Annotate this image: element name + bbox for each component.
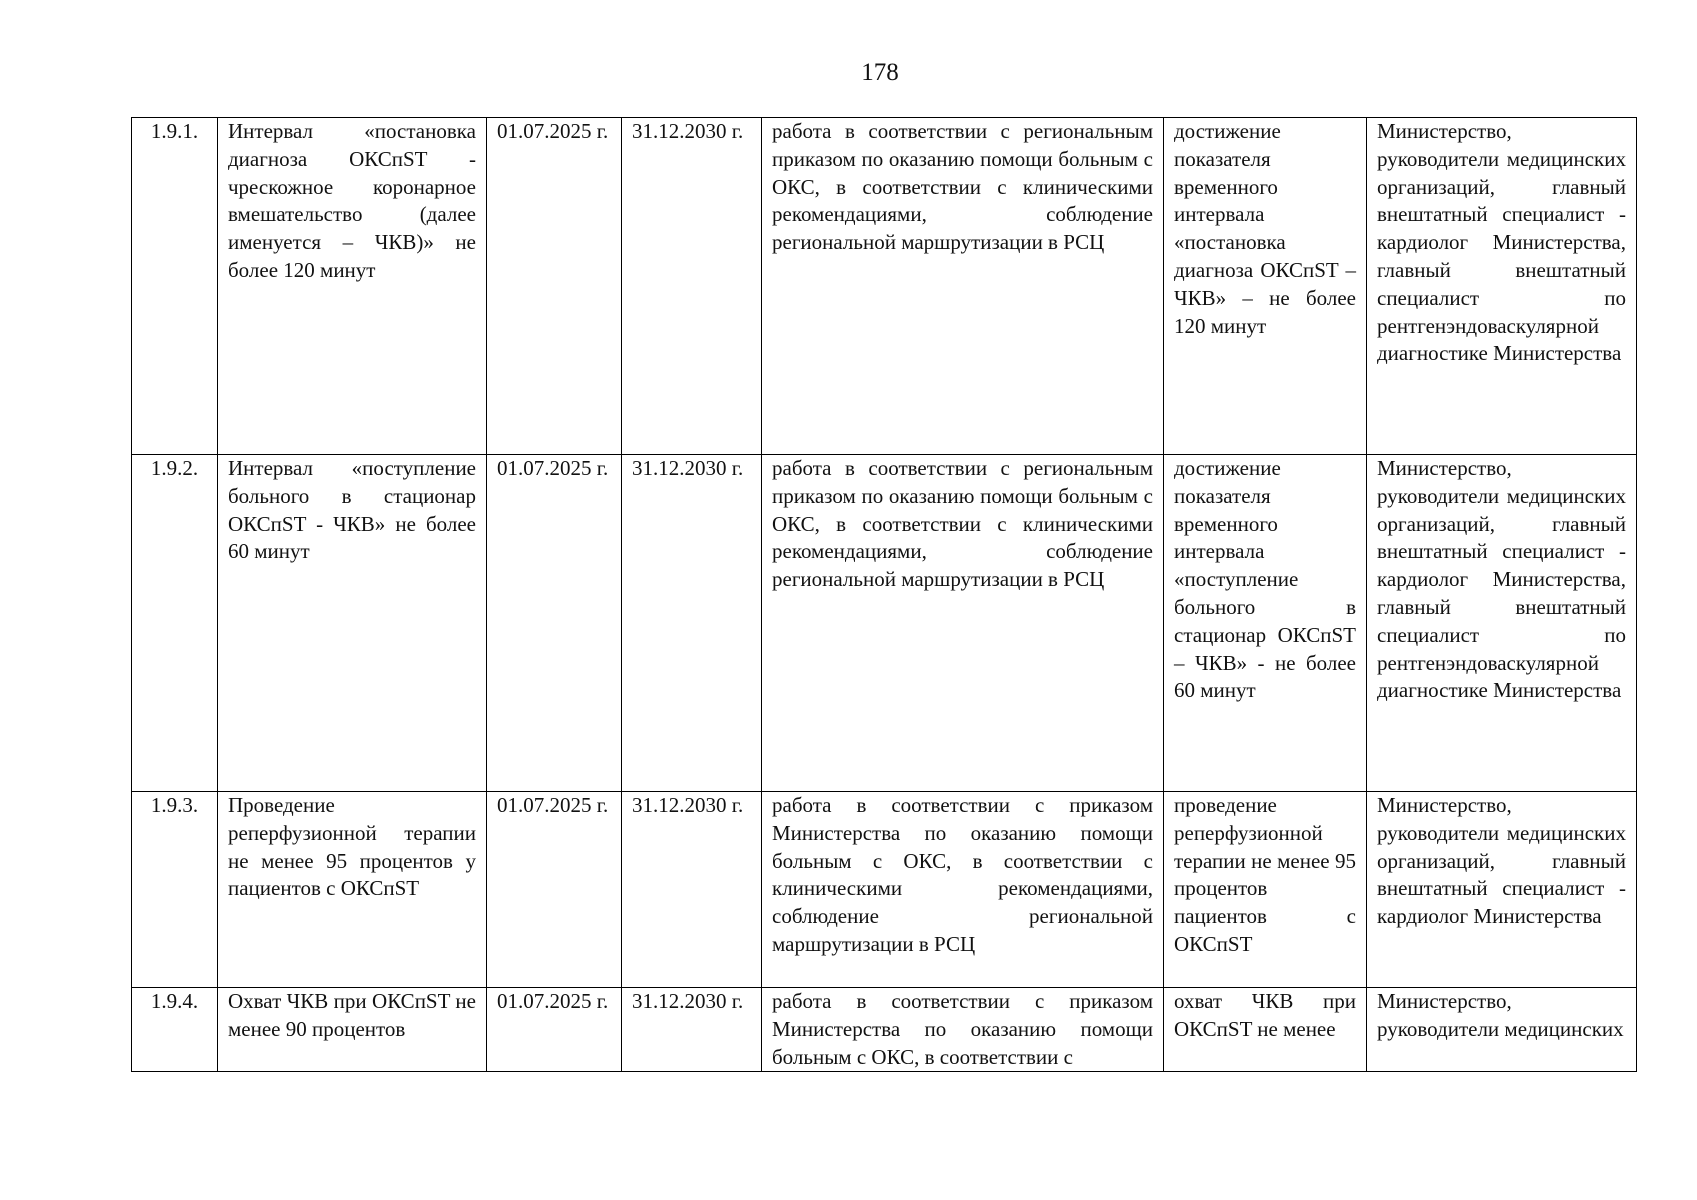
responsible-parties: Министерство, руководители медицинских организаций, главный внештатный специалист - кардиолог Министерства: [1367, 792, 1637, 988]
expected-result: охват ЧКВ при ОКСпST не менее: [1164, 988, 1367, 1072]
row-number: 1.9.2.: [132, 455, 218, 792]
measures-table: [131, 117, 1637, 1072]
measure-name: Интервал «поступление больного в стационар ОКСпST - ЧКВ» не более 60 минут: [218, 455, 487, 792]
start-date: 01.07.2025 г.: [487, 118, 622, 455]
end-date: 31.12.2030 г.: [622, 792, 762, 988]
start-date: 01.07.2025 г.: [487, 988, 622, 1072]
responsible-parties: Министерство, руководители медицинских организаций, главный внештатный специалист - кардиолог Министерства, главный внештатный специалист по рентгенэндоваскулярной диагностике Министерства: [1367, 118, 1637, 455]
row-number: 1.9.4.: [132, 988, 218, 1072]
page-number: 178: [861, 59, 899, 86]
row-number: 1.9.3.: [132, 792, 218, 988]
expected-result: проведение реперфузионной терапии не менее 95 процентов пациентов с ОКСпST: [1164, 792, 1367, 988]
activity-description: работа в соответствии с приказом Министерства по оказанию помощи больным с ОКС, в соответствии с клиническими рекомендациями, соблюдение региональной маршрутизации в РСЦ: [762, 792, 1164, 988]
end-date: 31.12.2030 г.: [622, 118, 762, 455]
row-number: 1.9.1.: [132, 118, 218, 455]
table-row: [132, 792, 1637, 988]
activity-description: работа в соответствии с приказом Министерства по оказанию помощи больным с ОКС, в соответствии с: [762, 988, 1164, 1072]
measure-name: Интервал «постановка диагноза ОКСпST - чрескожное коронарное вмешательство (далее именуется – ЧКВ)» не более 120 минут: [218, 118, 487, 455]
end-date: 31.12.2030 г.: [622, 988, 762, 1072]
table-row: [132, 455, 1637, 792]
responsible-parties: Министерство, руководители медицинских организаций, главный внештатный специалист - кардиолог Министерства, главный внештатный специалист по рентгенэндоваскулярной диагностике Министерства: [1367, 455, 1637, 792]
measure-name: Охват ЧКВ при ОКСпST не менее 90 процентов: [218, 988, 487, 1072]
table-row: [132, 988, 1637, 1072]
end-date: 31.12.2030 г.: [622, 455, 762, 792]
start-date: 01.07.2025 г.: [487, 792, 622, 988]
expected-result: достижение показателя временного интервала «постановка диагноза ОКСпST – ЧКВ» – не более 120 минут: [1164, 118, 1367, 455]
activity-description: работа в соответствии с региональным приказом по оказанию помощи больным с ОКС, в соответствии с клиническими рекомендациями, соблюдение региональной маршрутизации в РСЦ: [762, 455, 1164, 792]
activity-description: работа в соответствии с региональным приказом по оказанию помощи больным с ОКС, в соответствии с клиническими рекомендациями, соблюдение региональной маршрутизации в РСЦ: [762, 118, 1164, 455]
expected-result: достижение показателя временного интервала «поступление больного в стационар ОКСпST – ЧКВ» - не более 60 минут: [1164, 455, 1367, 792]
measure-name: Проведение реперфузионной терапии не менее 95 процентов у пациентов с ОКСпST: [218, 792, 487, 988]
start-date: 01.07.2025 г.: [487, 455, 622, 792]
responsible-parties: Министерство, руководители медицинских: [1367, 988, 1637, 1072]
table-row: [132, 118, 1637, 455]
